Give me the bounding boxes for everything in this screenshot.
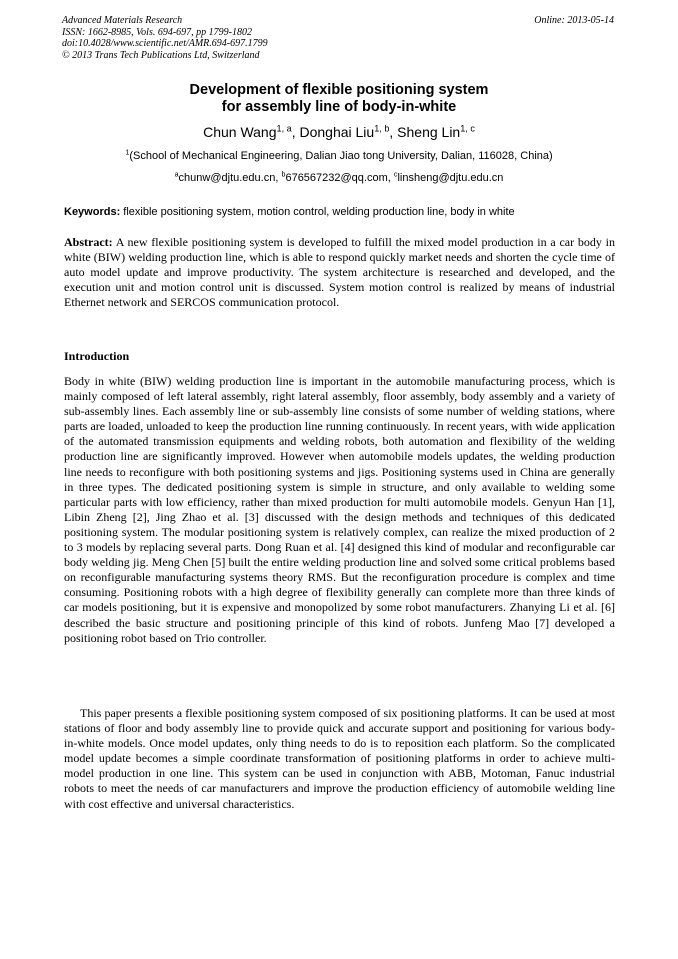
copyright-line: © 2013 Trans Tech Publications Ltd, Switzerland bbox=[62, 49, 260, 61]
paper-title bbox=[0, 82, 678, 116]
email-address[interactable]: linsheng@djtu.edu.cn bbox=[397, 172, 504, 184]
introduction-paragraph-1: Body in white (BIW) welding production line is important in the automobile manufacturing process, which is mainly composed of left lateral assembly, right lateral assembly, floor assembly, body assembly and a variety of sub-assembly lines. Each assembly line or sub-assembly line consists of some number of welding stations, where parts are loaded, unloaded to keep the production line running continuously. In recent years, with wide application of the automated transmission equipments and welding robots, both automation and flexibility of the welding production line are significantly improved. However when automobile models updates, the welding production line needs to reconfigure with both positioning systems and jigs. Positioning systems used in China are generally in three types. The dedicated positioning system is simple in structure, and only available to welding some particular parts with low efficiency, rather than mixed production for multi automobile models. Genyun Han [1], Libin Zheng [2], Jing Zhao et al. [3] discussed with the design methods and techniques of this dedicated positioning system. The modular positioning system is relatively complex, can realize the mixed production of 2 to 3 models by replacing several parts. Dong Ruan et al. [4] designed this kind of modular and reconfigurable car body welding jig. Meng Chen [5] built the entire welding production line and solved some critical problems based on reconfigurable manufacturing systems theory RMS. But the reconfiguration procedure is complex and time consuming. Positioning robots with a high degree of flexibility generally can complete more than three kinds of car models positioning, but it is expensive and monopolized by some robot manufacturers. Zhanying Li et al. [6] described the basic structure and positioning principle of this kind of robots. Junfeng Mao [7] developed a positioning robot based on Trio controller. bbox=[64, 374, 615, 645]
title-line-2: for assembly line of body-in-white bbox=[221, 99, 457, 115]
author-separator: , bbox=[291, 124, 300, 140]
journal-name: Advanced Materials Research bbox=[62, 15, 183, 26]
author-name: Sheng Lin bbox=[397, 124, 461, 140]
email-separator: , bbox=[387, 172, 394, 184]
affiliation-text: (School of Mechanical Engineering, Dalian Jiao tong University, Dalian, 116028, China) bbox=[129, 150, 553, 162]
title-line-1: Development of flexible positioning system bbox=[189, 82, 489, 98]
journal-header bbox=[62, 15, 268, 61]
email-address[interactable]: 676567232@qq.com bbox=[285, 172, 388, 184]
keywords-text: flexible positioning system, motion control, welding production line, body in white bbox=[120, 206, 515, 218]
author-name: Chun Wang bbox=[203, 124, 277, 140]
email-superscript: b bbox=[281, 170, 286, 179]
email-separator: , bbox=[275, 172, 282, 184]
email-address[interactable]: chunw@djtu.edu.cn bbox=[178, 172, 276, 184]
email-list bbox=[0, 172, 678, 185]
author-name: Donghai Liu bbox=[299, 124, 375, 140]
author-superscript: 1, c bbox=[460, 123, 475, 134]
keywords-label: Keywords: bbox=[64, 206, 121, 218]
author-separator: , bbox=[389, 124, 398, 140]
affiliation-superscript: 1 bbox=[125, 148, 130, 157]
abstract-text: A new flexible positioning system is developed to fulfill the mixed model production in a car body in white (BIW) welding production line, which is able to respond quickly market needs and shorten the cycle time of auto model update and improve productivity. The system architecture is researched and developed, and the execution unit and motion control unit is discussed. System motion control is realized by means of industrial Ethernet network and SERCOS communication protocol. bbox=[64, 235, 615, 310]
author-superscript: 1, b bbox=[374, 123, 390, 134]
author-superscript: 1, a bbox=[276, 123, 292, 134]
abstract bbox=[64, 235, 615, 310]
author-list bbox=[0, 124, 678, 141]
introduction-heading: Introduction bbox=[64, 349, 130, 363]
email-superscript: a bbox=[174, 170, 179, 179]
abstract-label: Abstract: bbox=[64, 235, 113, 249]
affiliation bbox=[0, 150, 678, 163]
issn-line: ISSN: 1662-8985, Vols. 694-697, pp 1799-1802 bbox=[62, 26, 252, 38]
doi-line: doi:10.4028/www.scientific.net/AMR.694-697.1799 bbox=[62, 38, 268, 49]
online-date: Online: 2013-05-14 bbox=[534, 15, 614, 26]
email-superscript: c bbox=[393, 170, 398, 179]
keywords bbox=[64, 206, 616, 219]
introduction-paragraph-2: This paper presents a flexible positioning system composed of six positioning platforms. It can be used at most stations of floor and body assembly line to provide quick and accurate support and positioning for various body-in-white models. Once model updates, only thing needs to do is to reposition each platform. So the complicated model update becomes a simple coordinate transformation of positioning platforms in order to achieve multi-model production in one line. This system can be used in conjunction with ABB, Motoman, Fanuc industrial robots to meet the needs of car manufacturers and improve the production efficiency of automobile welding line with cost effective and universal characteristics. bbox=[64, 706, 615, 811]
